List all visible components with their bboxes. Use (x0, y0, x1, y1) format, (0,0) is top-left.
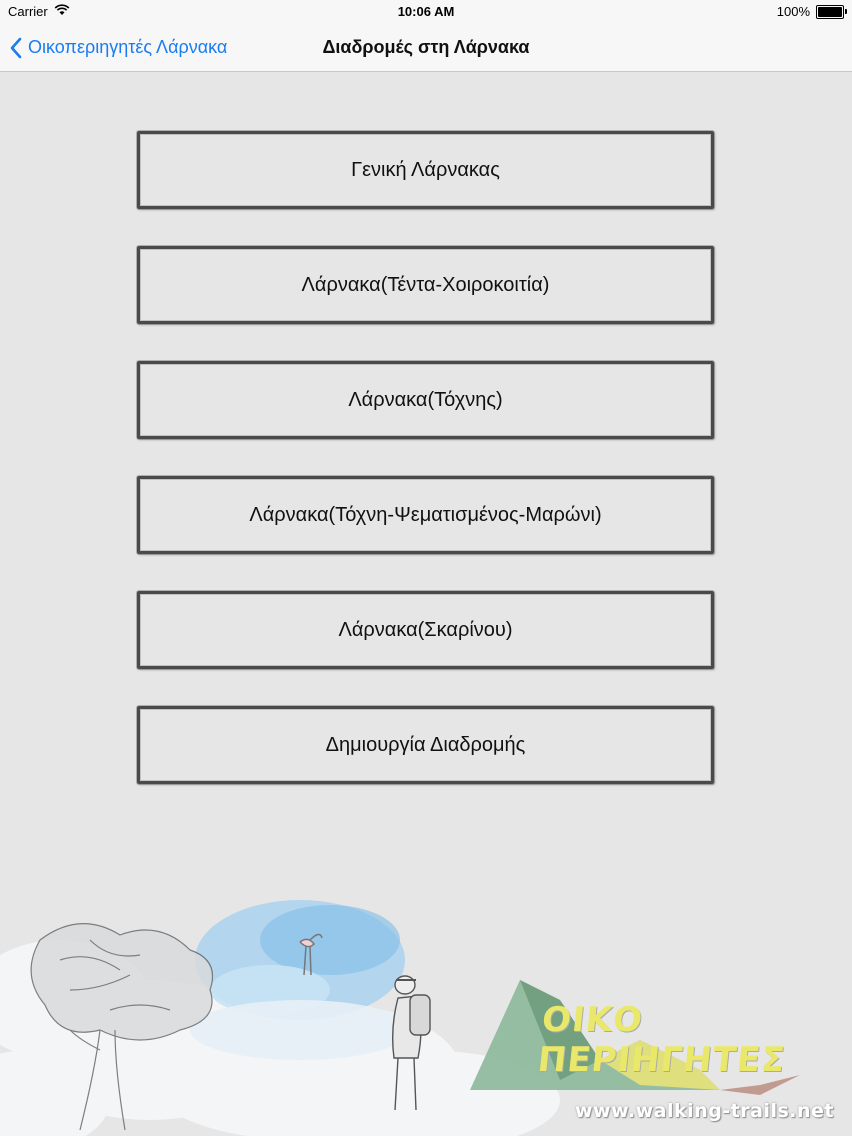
route-button-tochni-psematismenos-maroni[interactable] (137, 476, 714, 554)
page-title: Διαδρομές στη Λάρνακα (322, 37, 530, 57)
logo-text: ΟΙΚΟ ΠΕΡΙΗΓΗΤΕΣ (535, 1000, 788, 1080)
back-button-label: Οικοπεριηγητές Λάρνακα (28, 37, 228, 57)
route-menu (137, 131, 714, 821)
route-button-skarinou[interactable] (137, 591, 714, 669)
battery-icon (816, 5, 844, 19)
website-watermark: www.walking-trails.net (574, 1100, 834, 1122)
route-button-tenta-choirokoitia[interactable] (137, 246, 714, 324)
battery-percent: 100% (776, 4, 810, 19)
back-button[interactable] (10, 24, 227, 71)
route-button-label: Λάρνακα(Τόχνη-Ψεματισμένος-Μαρώνι) (249, 503, 602, 526)
battery-fill (818, 7, 842, 17)
route-button-label: Λάρνακα(Τέντα-Χοιροκοιτία) (301, 273, 550, 296)
chevron-left-icon (10, 37, 22, 59)
watercolor-sky-illustration (190, 900, 410, 1060)
route-button-label: Δημιουργία Διαδρομής (325, 733, 526, 756)
navigation-bar (0, 24, 852, 72)
route-button-label: Λάρνακα(Τόχνης) (348, 388, 503, 411)
route-button-label: Γενική Λάρνακας (351, 158, 500, 181)
route-button-label: Λάρνακα(Σκαρίνου) (338, 618, 513, 641)
carrier-label: Carrier (8, 4, 48, 19)
route-button-general[interactable] (137, 131, 714, 209)
status-time: 10:06 AM (397, 4, 455, 19)
route-button-tochni[interactable] (137, 361, 714, 439)
status-right (777, 4, 844, 19)
status-bar (0, 0, 852, 24)
create-route-button[interactable] (137, 706, 714, 784)
